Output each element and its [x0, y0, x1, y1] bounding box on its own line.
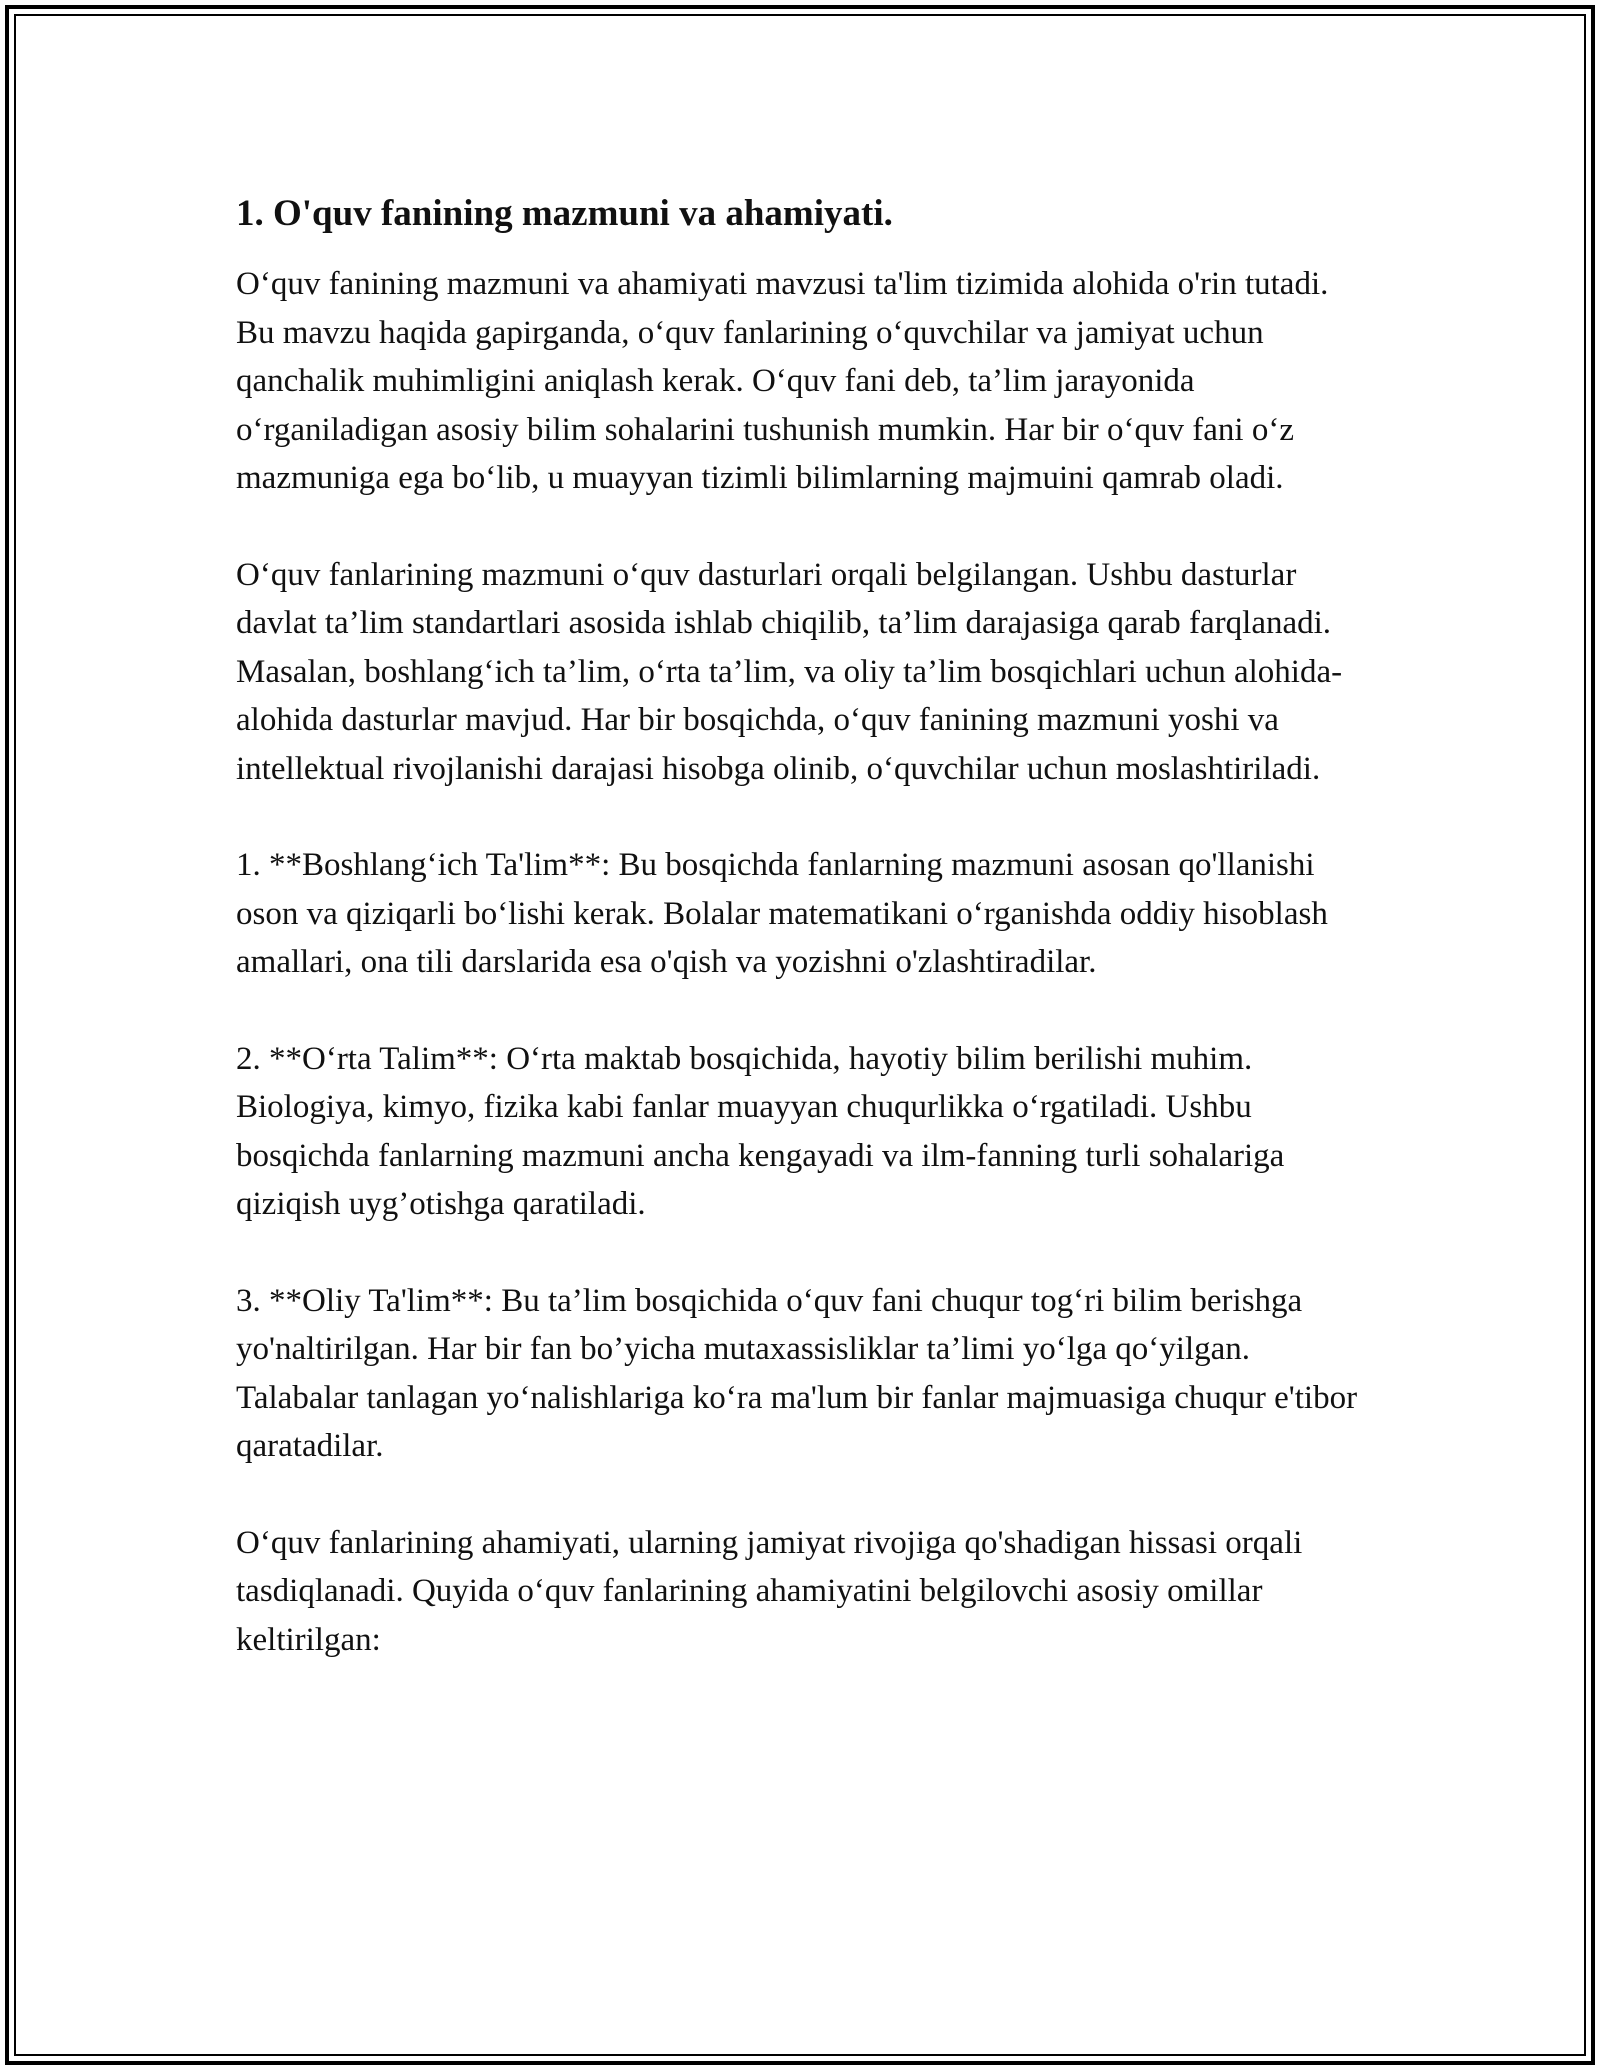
paragraph-primary-education: 1. **Boshlang‘ich Ta'lim**: Bu bosqichda fanlarning mazmuni asosan qo'llanishi oson va qiziqarli bo‘lishi kerak. Bolalar matematikani o‘rganishda oddiy hisoblash amallari, ona tili darslarida esa o'qish va yozishni o'zlashtiradilar.: [236, 847, 1328, 980]
paragraph-higher-education: 3. **Oliy Ta'lim**: Bu ta’lim bosqichida o‘quv fani chuqur tog‘ri bilim berishga yo'naltirilgan. Har bir fan bo’yicha mutaxassisliklar ta’limi yo‘lga qo‘yilgan. Talabalar tanlagan yo‘nalishlariga ko‘ra ma'lum bir fanlar majmuasiga chuqur e'tibor qaratadilar.: [236, 1282, 1358, 1464]
document-body: [236, 186, 1366, 1712]
paragraph-intro: O‘quv fanining mazmuni va ahamiyati mavzusi ta'lim tizimida alohida o'rin tutadi. Bu mavzu haqida gapirganda, o‘quv fanlarining o‘quvchilar va jamiyat uchun qanchalik muhimligini aniqlash kerak. O‘quv fani deb, ta’lim jarayonida o‘rganiladigan asosiy bilim sohalarini tushunish mumkin. Har bir o‘quv fani o‘z mazmuniga ega bo‘lib, u muayyan tizimli bilimlarning majmuini qamrab oladi.: [236, 266, 1329, 496]
paragraph-curriculum: O‘quv fanlarining mazmuni o‘quv dasturlari orqali belgilangan. Ushbu dasturlar davlat ta’lim standartlari asosida ishlab chiqilib, ta’lim darajasiga qarab farqlanadi. Masalan, boshlang‘ich ta’lim, o‘rta ta’lim, va oliy ta’lim bosqichlari uchun alohida-alohida dasturlar mavjud. Har bir bosqichda, o‘quv fanining mazmuni yoshi va intellektual rivojlanishi darajasi hisobga olinib, o‘quvchilar uchun moslashtiriladi.: [236, 556, 1343, 787]
paragraph-secondary-education: 2. **O‘rta Talim**: O‘rta maktab bosqichida, hayotiy bilim berilishi muhim. Biologiya, kimyo, fizika kabi fanlar muayyan chuqurlikka o‘rgatiladi. Ushbu bosqichda fanlarning mazmuni ancha kengayadi va ilm-fanning turli sohalariga qiziqish uyg’otishga qaratiladi.: [236, 1040, 1285, 1222]
paragraph-importance: O‘quv fanlarining ahamiyati, ularning jamiyat rivojiga qo'shadigan hissasi orqali tasdiqlanadi. Quyida o‘quv fanlarining ahamiyatini belgilovchi asosiy omillar keltirilgan:: [236, 1524, 1303, 1658]
section-heading: 1. O'quv fanining mazmuni va ahamiyati.: [236, 193, 893, 234]
